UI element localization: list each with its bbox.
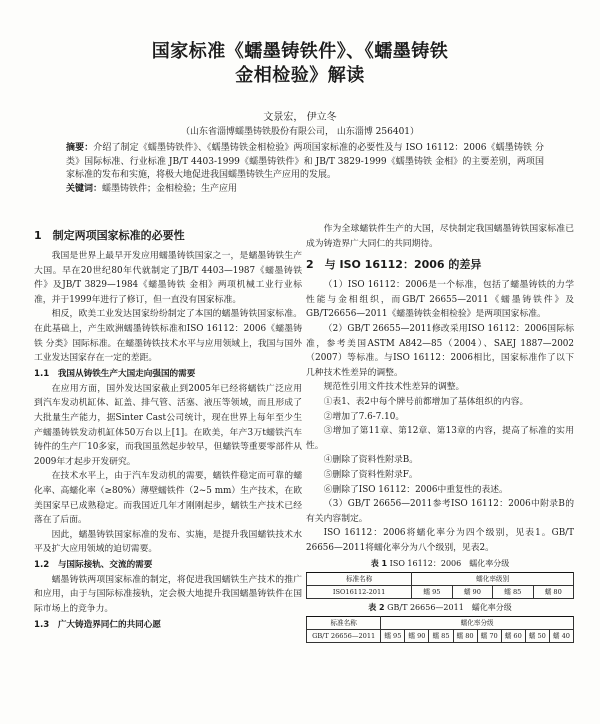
table-cell: 蠕 50 (525, 630, 549, 643)
abstract-text: 介绍了制定《蠕墨铸铁件》、《蠕墨铸铁金相检验》两项国家标准的必要性及与 ISO 16112：2006《蠕墨铸铁 分类》国际标准、行业标准 JB/T 4403-1999《蠕墨铸铁件》和 JB/T 3829-1999《蠕墨铸铁 金相》的主要差别，两项国家标准的发布和实施，将极大地促进我国蠕墨铸铁生产应用的发展。 (66, 143, 544, 180)
left-column (34, 222, 302, 633)
authors: 文景宏， 伊立冬 (263, 112, 337, 123)
list-item: ①表1、表2中每个牌号前都增加了基体组织的内容。 (323, 396, 529, 407)
table-2-label: 表 2 (368, 603, 385, 613)
table-2-caption (306, 602, 574, 614)
table-cell: 蠕 70 (477, 630, 501, 643)
paragraph: 相反，欧美工业发达国家纷纷制定了本国的蠕墨铸铁国家标准。在此基础上，产生欧洲蠕墨铸铁标准和ISO 16112：2006《蠕墨铸铁 分类》国际标准。在蠕墨铸铁技术水平与应用领域上，我国与国外工业发达国家存在一定的差距。 (34, 309, 302, 364)
keywords (66, 183, 544, 197)
paragraph: （2）GB/T 26655—2011修改采用ISO 16112：2006国际标准，参考美国ASTM A842—85（2004）、SAEJ 1887—2002（2007）等标准。与ISO 16112：2006相比，国家标准作了以下几种技术性差异的调整。 (306, 323, 574, 378)
keywords-label: 关键词： (66, 183, 103, 194)
subsection-heading-1-1: 1.1 我国从铸铁生产大国走向强国的需要 (34, 368, 196, 379)
table-cell: 蠕 85 (493, 586, 533, 599)
table-header-cell: 蠕化率分级 (381, 617, 574, 630)
table-cell: 蠕 95 (412, 586, 452, 599)
title-line-1: 国家标准《蠕墨铸铁件》、《蠕墨铸铁 (151, 41, 449, 62)
table-header-cell: 标准名称 (307, 573, 412, 586)
table-cell: 蠕 80 (533, 586, 573, 599)
paragraph: 因此，蠕墨铸铁国家标准的发布、实施，是提升我国蠕铁技术水平及扩大应用领域的迫切需要。 (34, 529, 302, 555)
paragraph: （3）GB/T 26656—2011参考ISO 16112：2006中附录B的有关内容制定。 (306, 499, 574, 524)
title-line-2: 金相检验》解读 (235, 65, 365, 86)
table-1 (306, 572, 574, 599)
list-item: ④删除了资料性附录B。 (323, 455, 419, 466)
table-2 (306, 616, 574, 643)
table-1-title: ISO 16112：2006 蠕化率分级 (389, 559, 510, 569)
paragraph: 作为全球蠕铁件生产的大国，尽快制定我国蠕墨铸铁国家标准已成为铸造界广大同仁的共同期待。 (306, 224, 574, 249)
list-item: ②增加了7.6-7.10。 (323, 411, 405, 422)
list-item: ⑥删除了ISO 16112：2006中重复性的表述。 (323, 484, 508, 495)
table-header-row (307, 617, 574, 630)
section-heading-1: 1 制定两项国家标准的必要性 (34, 229, 185, 242)
paragraph: 规范性引用文件技术性差异的调整。 (323, 382, 465, 393)
table-cell: 蠕 85 (429, 630, 453, 643)
paragraph: （1）ISO 16112：2006是一个标准，包括了蠕墨铸铁的力学性能与金相组织，而GB/T 26655—2011《蠕墨铸铁件》及GB/T26656—2011《蠕墨铸铁金相检验》是两项国家标准。 (306, 280, 574, 320)
table-cell: 蠕 40 (549, 630, 573, 643)
list-item: ③增加了第11章、第12章、第13章的内容，提高了标准的实用性。 (306, 426, 574, 451)
list-item: ⑤删除了资料性附录F。 (323, 469, 418, 480)
abstract (66, 142, 544, 196)
paragraph: 蠕墨铸铁两项国家标准的制定，将促进我国蠕铁生产技术的推广和应用，由于与国际标准接轨，定会极大地提升我国蠕墨铸铁件在国际市场上的竞争力。 (34, 574, 302, 615)
paper-title (60, 40, 540, 88)
table-header-cell: 蠕化率级别 (412, 573, 574, 586)
table-cell: 蠕 80 (453, 630, 477, 643)
subsection-heading-1-2: 1.2 与国际接轨、交流的需要 (34, 559, 153, 570)
table-row (307, 586, 574, 599)
table-cell: 蠕 95 (381, 630, 405, 643)
table-header-row (307, 573, 574, 586)
abstract-body (66, 142, 544, 183)
section-heading-2: 2 与 ISO 16112：2006 的差异 (306, 258, 482, 272)
table-cell: 蠕 90 (452, 586, 492, 599)
right-column (306, 222, 574, 643)
table-1-label: 表 1 (370, 559, 388, 569)
table-2-title: GB/T 26656—2011 蠕化率分级 (387, 603, 512, 613)
paragraph: 在技术水平上，由于汽车发动机的需要，蠕铁件稳定而可靠的蠕化率、高蠕化率（≥80%）薄壁蠕铁件（2~5 mm）生产技术，在欧美国家早已成熟稳定。而我国近几年才刚刚起步，蠕铁生产技术已经落在了后面。 (34, 471, 302, 526)
paragraph: 我国是世界上最早开发应用蠕墨铸铁国家之一，是蠕墨铸铁生产大国。早在20世纪80年代就制定了JB/T 4403—1987《蠕墨铸铁件》及JB/T 3829—1984《蠕墨铸铁 金相》两项机械工业行业标准，并于1999年进行了修订，但一直没有国家标准。 (34, 251, 302, 305)
keywords-text: 蠕墨铸铁件；金相检验；生产应用 (102, 183, 238, 194)
table-1-caption (306, 558, 574, 570)
table-header-cell: 标准名称 (307, 617, 381, 630)
table-cell: ISO16112-2011 (307, 586, 412, 599)
table-row (307, 630, 574, 643)
abstract-label: 摘要： (66, 143, 94, 153)
subsection-heading-1-3: 1.3 广大铸造界同仁的共同心愿 (34, 619, 161, 630)
table-cell: 蠕 60 (501, 630, 525, 643)
paragraph: ISO 16112：2006将蠕化率分为四个级别，见表1。GB/T 26656—2011将蠕化率分为八个级别，见表2。 (306, 528, 574, 553)
table-cell: 蠕 90 (405, 630, 429, 643)
table-cell: GB/T 26656—2011 (307, 630, 381, 643)
paragraph: 在应用方面，国外发达国家截止到2005年已经将蠕铁广泛应用到汽车发动机缸体、缸盖、排气管、活塞、液压等领域，而且形成了大批量生产能力，据Sinter Cast公司统计，现在世界上每年至少生产蠕墨铸铁发动机缸体50万台以上[1]。在欧美，年产3万t蠕铁汽车铸件的生产厂10多家，而我国虽然起步较早，但蠕铁等重要零部件从2009年才起步开发研究。 (34, 383, 302, 467)
affiliation: （山东省淄博蠕墨铸铁股份有限公司， 山东淄博 256401） (180, 127, 420, 137)
